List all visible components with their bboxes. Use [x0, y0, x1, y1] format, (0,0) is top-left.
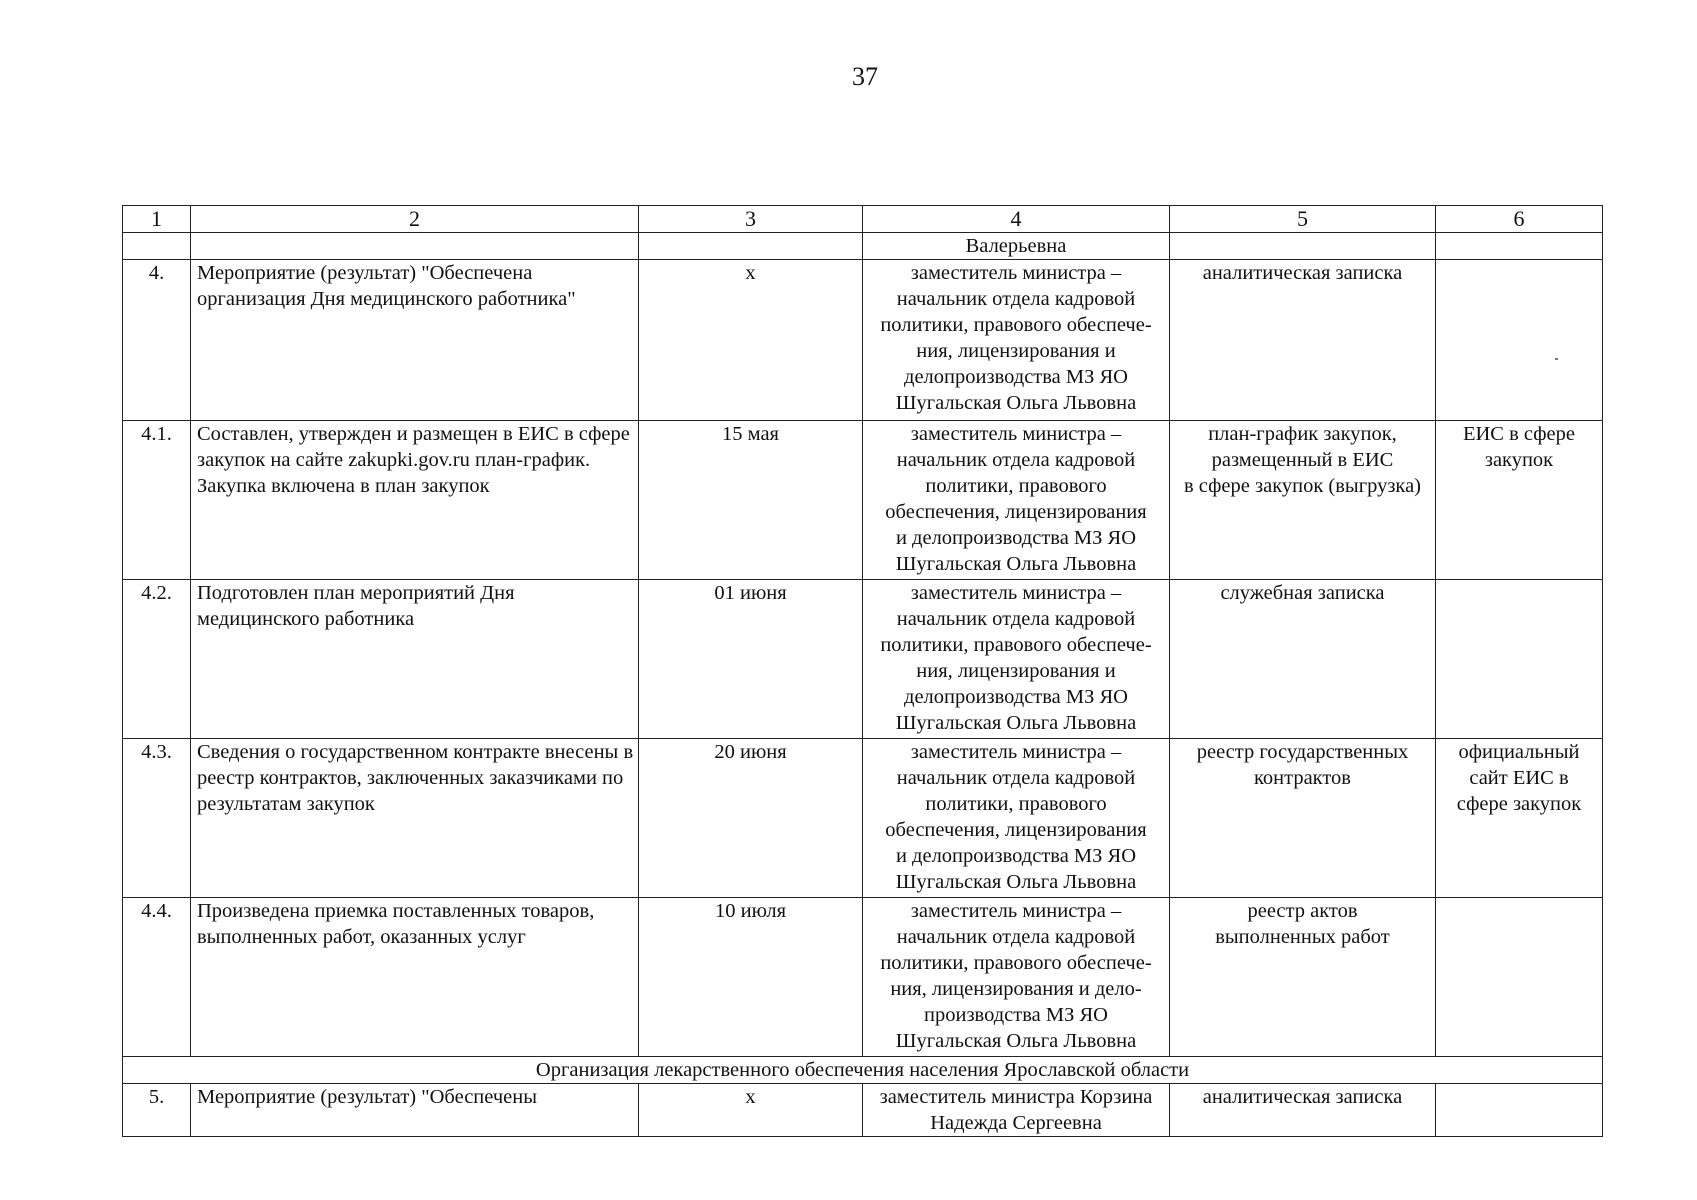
row-responsible: заместитель министра – начальник отдела кадровой политики, правового обеспече- ния, лицензирования и дело- производства МЗ ЯО Шугальская Ольга Львовна	[863, 898, 1170, 1057]
row-responsible: заместитель министра – начальник отдела кадровой политики, правового обеспечения, лицензирования и делопроизводства МЗ ЯО Шугальская Ольга Львовна	[863, 739, 1170, 898]
row-document: план-график закупок, размещенный в ЕИС в сфере закупок (выгрузка)	[1170, 421, 1436, 580]
row-number	[123, 233, 191, 260]
page-number: 37	[852, 62, 878, 91]
row-responsible: Валерьевна	[863, 233, 1170, 260]
row-name: Мероприятие (результат) "Обеспечена организация Дня медицинского работника"	[191, 260, 639, 421]
row-date: 10 июля	[639, 898, 863, 1057]
row-name: Сведения о государственном контракте внесены в реестр контрактов, заключенных заказчиками по результатам закупок	[191, 739, 639, 898]
row-date: 01 июня	[639, 580, 863, 739]
row-number: 5.	[123, 1084, 191, 1137]
row-date	[639, 233, 863, 260]
table-row	[123, 421, 1603, 580]
row-date: х	[639, 1084, 863, 1137]
row-source	[1436, 898, 1603, 1057]
table-row	[123, 898, 1603, 1057]
table-row	[123, 580, 1603, 739]
row-document: служебная записка	[1170, 580, 1436, 739]
row-document: аналитическая записка	[1170, 1084, 1436, 1137]
row-document	[1170, 233, 1436, 260]
continuation-row	[123, 233, 1603, 260]
row-source	[1436, 233, 1603, 260]
row-responsible: заместитель министра – начальник отдела кадровой политики, правового обеспечения, лицензирования и делопроизводства МЗ ЯО Шугальская Ольга Львовна	[863, 421, 1170, 580]
table-row	[123, 1084, 1603, 1137]
row-name: Подготовлен план мероприятий Дня медицинского работника	[191, 580, 639, 739]
row-document: аналитическая записка	[1170, 260, 1436, 421]
table-row	[123, 739, 1603, 898]
row-date: 15 мая	[639, 421, 863, 580]
scan-speck	[1555, 358, 1558, 360]
column-header-5: 5	[1170, 206, 1436, 233]
table-row	[123, 260, 1603, 421]
plan-table	[122, 205, 1603, 1137]
row-number: 4.1.	[123, 421, 191, 580]
row-responsible: заместитель министра – начальник отдела кадровой политики, правового обеспече- ния, лицензирования и делопроизводства МЗ ЯО Шугальская Ольга Львовна	[863, 260, 1170, 421]
row-source	[1436, 260, 1603, 421]
row-number: 4.4.	[123, 898, 191, 1057]
column-header-1: 1	[123, 206, 191, 233]
row-source: официальный сайт ЕИС в сфере закупок	[1436, 739, 1603, 898]
row-name: Составлен, утвержден и размещен в ЕИС в сфере закупок на сайте zakupki.gov.ru план-график. Закупка включена в план закупок	[191, 421, 639, 580]
row-date: х	[639, 260, 863, 421]
row-name: Мероприятие (результат) "Обеспечены	[191, 1084, 639, 1137]
section-title: Организация лекарственного обеспечения населения Ярославской области	[123, 1057, 1603, 1084]
section-row	[123, 1057, 1603, 1084]
column-header-row	[123, 206, 1603, 233]
row-responsible: заместитель министра – начальник отдела кадровой политики, правового обеспече- ния, лицензирования и делопроизводства МЗ ЯО Шугальская Ольга Львовна	[863, 580, 1170, 739]
column-header-6: 6	[1436, 206, 1603, 233]
row-number: 4.3.	[123, 739, 191, 898]
column-header-2: 2	[191, 206, 639, 233]
row-document: реестр актов выполненных работ	[1170, 898, 1436, 1057]
row-responsible: заместитель министра Корзина Надежда Сергеевна	[863, 1084, 1170, 1137]
row-document: реестр государственных контрактов	[1170, 739, 1436, 898]
row-source: ЕИС в сфере закупок	[1436, 421, 1603, 580]
row-date: 20 июня	[639, 739, 863, 898]
row-source	[1436, 580, 1603, 739]
row-number: 4.	[123, 260, 191, 421]
column-header-3: 3	[639, 206, 863, 233]
row-name	[191, 233, 639, 260]
row-name: Произведена приемка поставленных товаров, выполненных работ, оказанных услуг	[191, 898, 639, 1057]
column-header-4: 4	[863, 206, 1170, 233]
row-source	[1436, 1084, 1603, 1137]
row-number: 4.2.	[123, 580, 191, 739]
